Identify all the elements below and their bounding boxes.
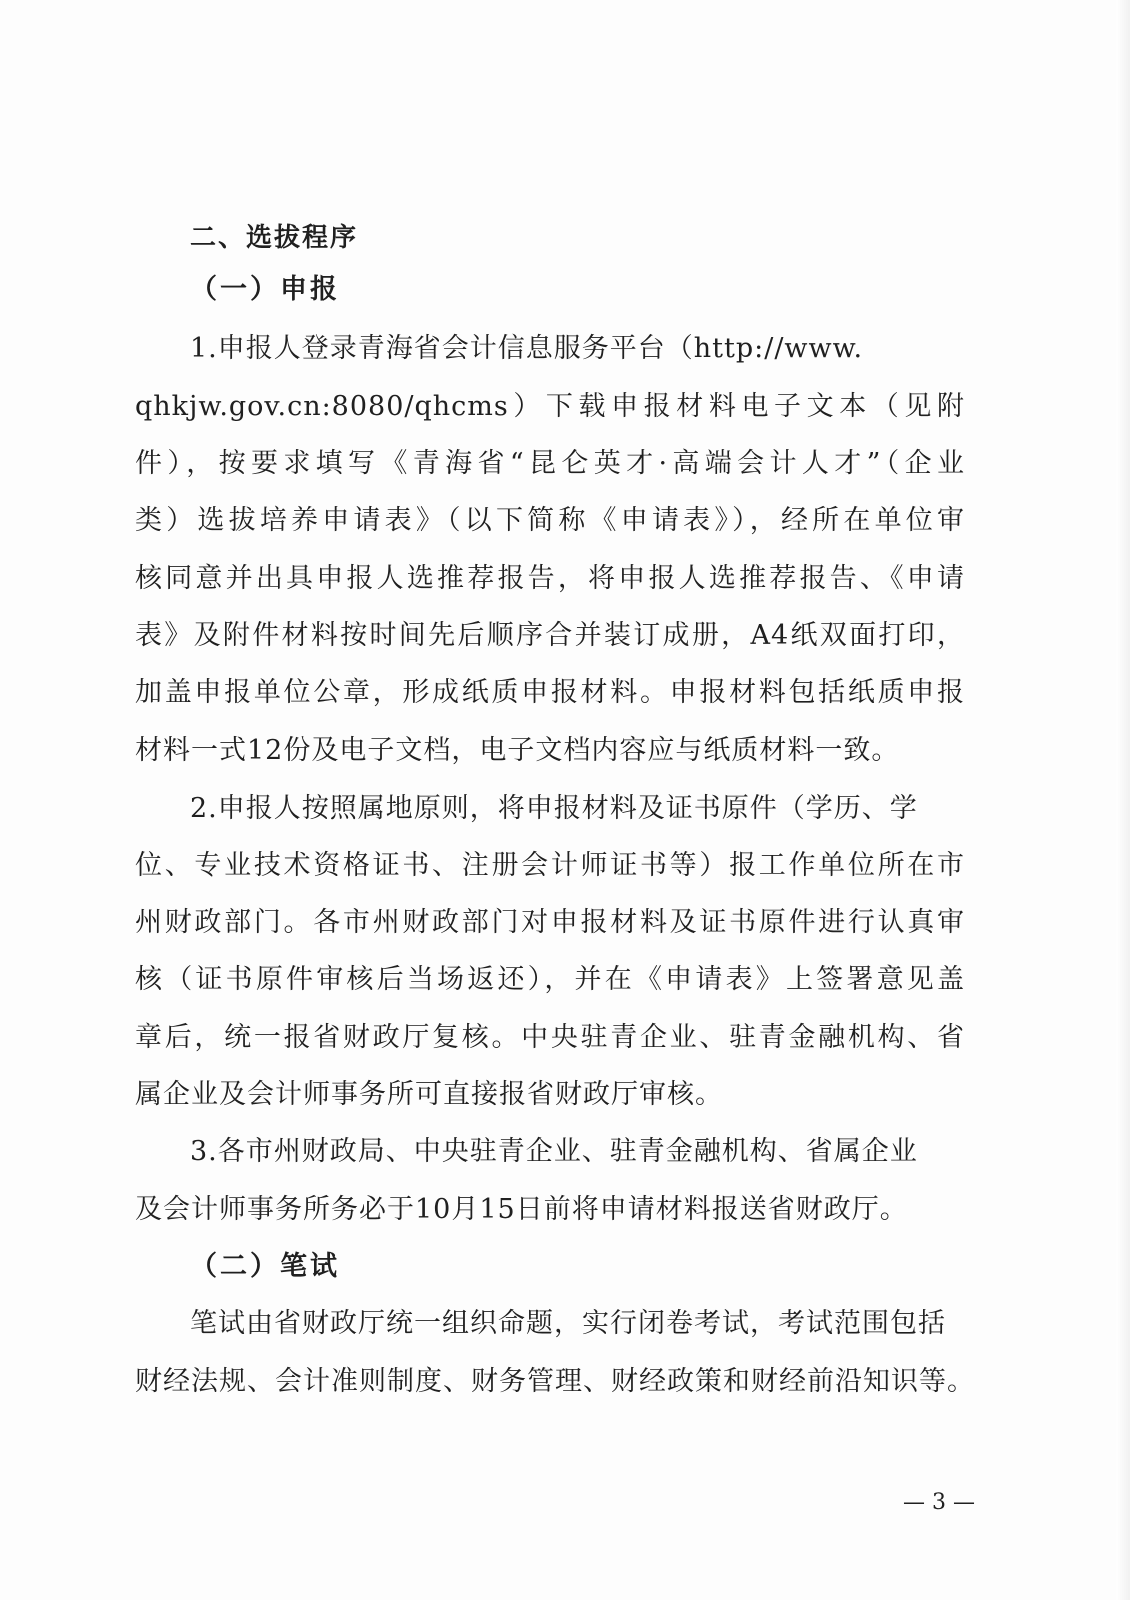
page-number: — 3 — xyxy=(903,1490,975,1515)
paragraph-line: 核（证书原件审核后当场返还），并在《申请表》上签署意见盖 xyxy=(135,964,965,995)
paragraph-line: 属企业及会计师事务所可直接报省财政厅审核。 xyxy=(135,1079,723,1110)
paragraph-line: 表》及附件材料按时间先后顺序合并装订成册，A4纸双面打印， xyxy=(135,620,965,651)
paragraph-line: 财经法规、会计准则制度、财务管理、财经政策和财经前沿知识等。 xyxy=(135,1366,975,1397)
paragraph-line: 州财政部门。各市州财政部门对申报材料及证书原件进行认真审 xyxy=(135,907,965,938)
section-title: 二、选拔程序 xyxy=(190,223,359,253)
paragraph-line: 材料一式12份及电子文档，电子文档内容应与纸质材料一致。 xyxy=(135,735,900,766)
paragraph-line: 3.各市州财政局、中央驻青企业、驻青金融机构、省属企业 xyxy=(190,1136,918,1167)
subsection-title-written-exam: （二）笔试 xyxy=(190,1251,340,1282)
paragraph-line: 章后，统一报省财政厅复核。中央驻青企业、驻青金融机构、省 xyxy=(135,1022,965,1053)
paragraph-line: 笔试由省财政厅统一组织命题，实行闭卷考试，考试范围包括 xyxy=(190,1308,946,1339)
paragraph-line: 类）选拔培养申请表》（以下简称《申请表》），经所在单位审 xyxy=(135,505,965,536)
paragraph-line: 加盖申报单位公章，形成纸质申报材料。申报材料包括纸质申报 xyxy=(135,677,965,708)
subsection-title-application: （一）申报 xyxy=(190,274,340,305)
paragraph-line: 件），按要求填写《青海省“昆仑英才·高端会计人才”（企业 xyxy=(135,448,965,479)
scan-edge-shadow xyxy=(1116,0,1130,1600)
paragraph-line: 及会计师事务所务必于10月15日前将申请材料报送省财政厅。 xyxy=(135,1194,908,1225)
paragraph-line: 位、专业技术资格证书、注册会计师证书等）报工作单位所在市 xyxy=(135,850,965,881)
paragraph-line: 核同意并出具申报人选推荐报告，将申报人选推荐报告、《申请 xyxy=(135,563,965,594)
paragraph-line: 2.申报人按照属地原则，将申报材料及证书原件（学历、学 xyxy=(190,793,918,824)
paragraph-line: 1.申报人登录青海省会计信息服务平台（http://www. xyxy=(190,333,864,364)
paragraph-line: qhkjw.gov.cn:8080/qhcms）下载申报材料电子文本（见附 xyxy=(135,391,965,422)
